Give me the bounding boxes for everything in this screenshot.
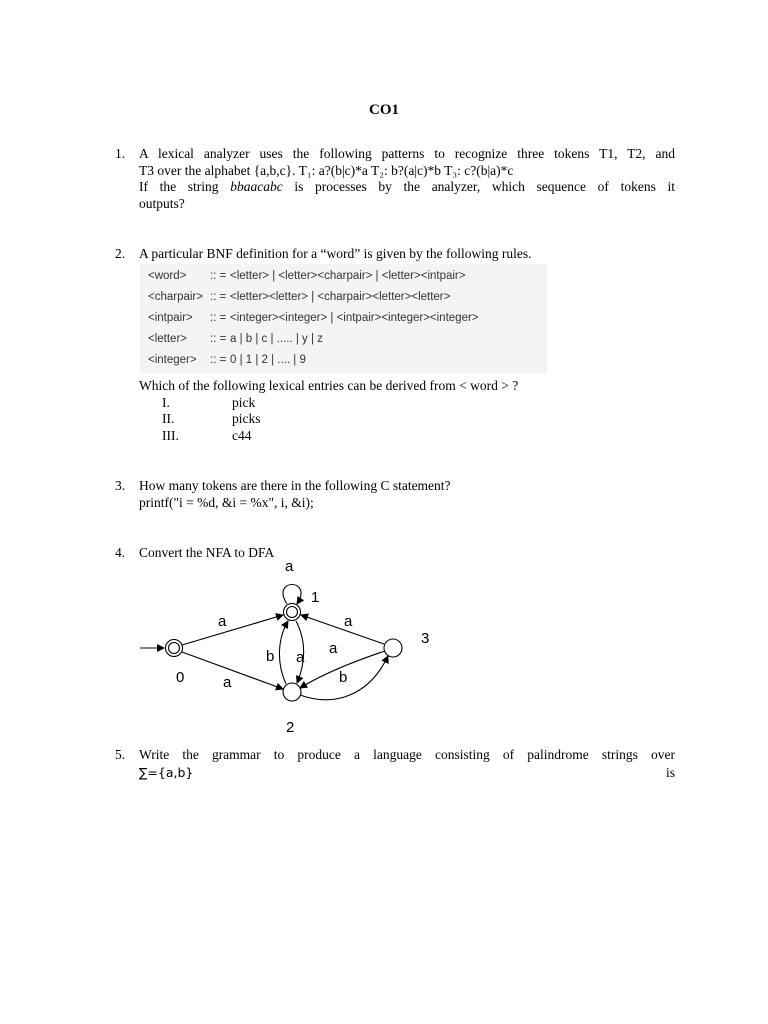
bnf-rhs: <integer><integer> | <intpair><integer><integer> <box>230 312 479 324</box>
question-3-code: printf("i = %d, &i = %x", i, &i); <box>139 494 314 510</box>
state-1-accept-ring <box>287 607 298 618</box>
bnf-rhs: a | b | c | ..... | y | z <box>230 333 323 345</box>
state-2-node <box>283 683 301 701</box>
edge-label-2-1: b <box>266 648 275 665</box>
question-3-line-1: How many tokens are there in the following C statement? <box>139 478 451 493</box>
question-2-text: A particular BNF definition for a “word” is given by the following rules. <box>139 246 532 261</box>
state-0-node <box>166 640 183 657</box>
bnf-lhs: <word> <box>148 270 187 282</box>
edge-3-1 <box>301 615 384 644</box>
question-5-line-2 <box>139 765 675 781</box>
question-1-text-b: is processes by the analyzer, which sequence of tokens it <box>294 179 675 194</box>
bnf-rhs: 0 | 1 | 2 | .... | 9 <box>230 354 306 366</box>
edge-loop-1 <box>283 585 301 605</box>
edge-2-1-left <box>279 621 288 684</box>
question-1-text-a: If the string <box>139 179 219 194</box>
question-5 <box>115 747 675 764</box>
edge-0-1 <box>182 615 283 645</box>
bnf-lhs: <charpair> <box>148 291 203 303</box>
option-value: c44 <box>232 428 252 443</box>
edge-label-3-1: a <box>344 613 353 630</box>
bnf-op: :: = <box>210 312 227 324</box>
option-value: pick <box>232 395 256 410</box>
bnf-op: :: = <box>210 270 227 282</box>
page-title: CO1 <box>369 102 399 118</box>
question-4-text: Convert the NFA to DFA <box>139 545 275 560</box>
edge-label-1-2: a <box>296 649 305 666</box>
option-roman: III. <box>162 428 179 443</box>
bnf-rules-image <box>140 264 547 374</box>
bnf-lhs: <letter> <box>148 333 187 345</box>
state-label-2: 2 <box>286 719 295 736</box>
state-1-node <box>284 604 301 621</box>
option-roman: II. <box>162 411 175 426</box>
question-1-line-4: outputs? <box>139 195 185 211</box>
question-1 <box>115 146 675 212</box>
question-number: 5. <box>115 747 126 762</box>
edge-label-0-1: a <box>218 613 227 630</box>
edge-0-2 <box>182 652 283 689</box>
bnf-lhs: <integer> <box>148 354 197 366</box>
edge-2-3-bottom <box>300 656 388 700</box>
state-3-node <box>384 639 402 657</box>
question-number: 4. <box>115 545 126 560</box>
question-number: 1. <box>115 146 126 161</box>
question-5-trailing: is <box>665 765 675 780</box>
option-value: picks <box>232 411 261 426</box>
question-2-question: Which of the following lexical entries can be derived from < word > ? <box>139 378 519 393</box>
edge-label-2-3: b <box>339 669 348 686</box>
edge-3-2-top <box>300 651 385 688</box>
edge-label-0-2: a <box>223 674 232 691</box>
bnf-op: :: = <box>210 333 227 345</box>
edge-label-3-2: a <box>329 640 338 657</box>
bnf-op: :: = <box>210 354 227 366</box>
bnf-rhs: <letter> | <letter><charpair> | <letter><intpair> <box>230 270 466 282</box>
question-number: 3. <box>115 478 126 493</box>
bnf-op: :: = <box>210 291 227 303</box>
question-3 <box>115 478 675 511</box>
bnf-lhs: <intpair> <box>148 312 193 324</box>
edge-label-loop-1: a <box>285 558 294 575</box>
question-1-string: bbaacabc <box>230 179 283 194</box>
edge-1-2-right <box>296 621 304 683</box>
question-2 <box>115 246 675 263</box>
option-roman: I. <box>162 395 170 410</box>
question-2-prompt <box>139 378 679 395</box>
bnf-rhs: <letter><letter> | <charpair><letter><letter> <box>230 291 451 303</box>
state-label-3: 3 <box>421 630 430 647</box>
question-4 <box>115 545 675 562</box>
question-1-line-3 <box>139 179 675 196</box>
state-label-1: 1 <box>311 589 320 606</box>
state-label-0: 0 <box>176 669 185 686</box>
question-1-line-1: A lexical analyzer uses the following patterns to recognize three tokens T1, T2, and <box>139 146 675 161</box>
question-5-line-1: Write the grammar to produce a language consisting of palindrome strings over <box>139 747 675 762</box>
question-1-line-2: T3 over the alphabet {a,b,c}. T₁: a?(b|c)*a T₂: b?(a|c)*b T₃: c?(b|a)*c <box>139 162 514 178</box>
alphabet-sigma: ∑={a,b} <box>139 765 194 780</box>
state-0-accept-ring <box>169 643 180 654</box>
question-number: 2. <box>115 246 126 261</box>
